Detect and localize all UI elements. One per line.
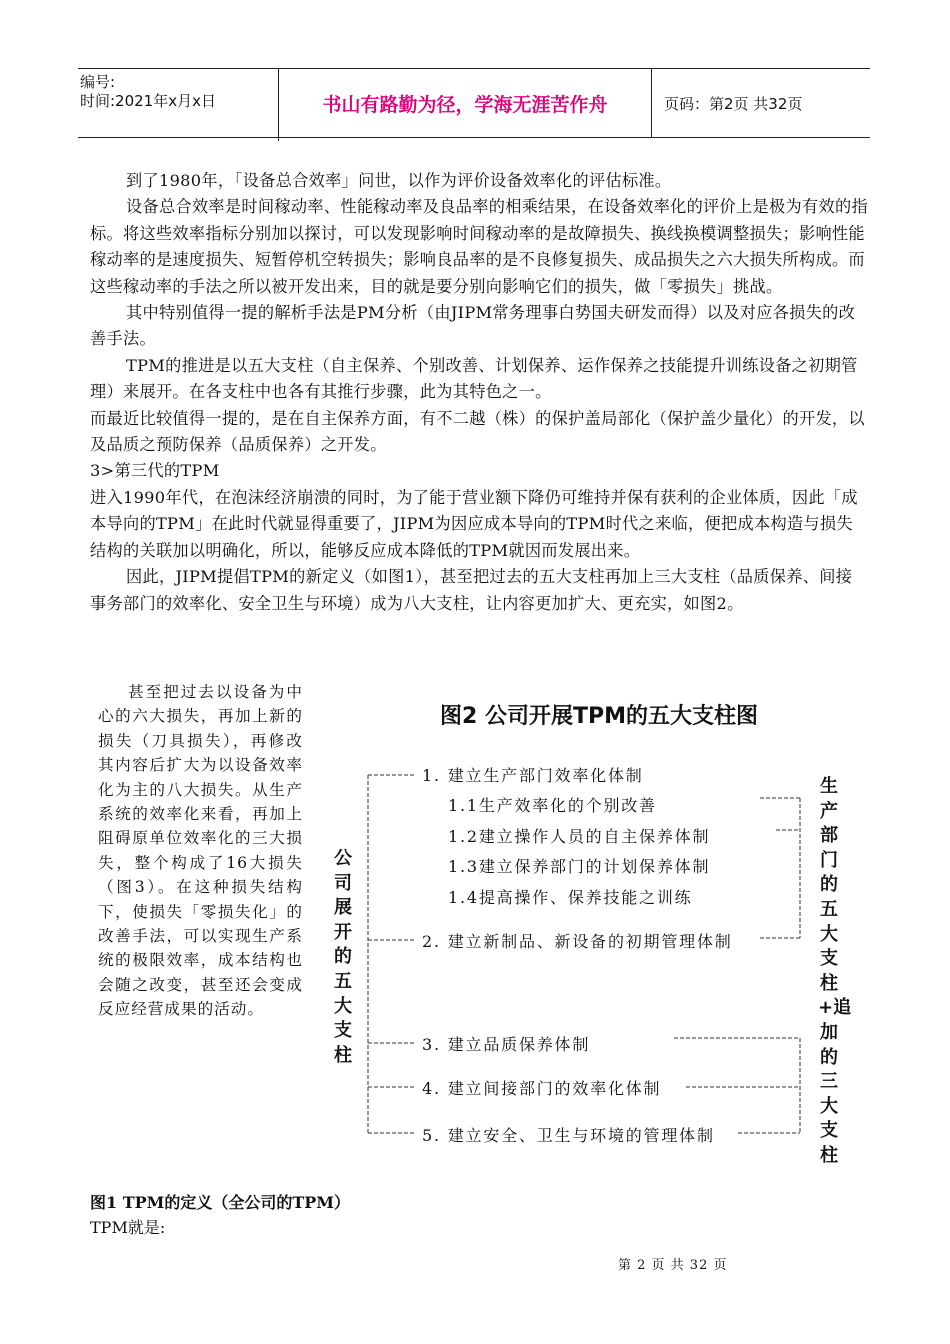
document-number: 编号: — [80, 73, 116, 91]
paragraph: 到了1980年，「设备总合效率」问世，以作为评价设备效率化的评估标准。 — [126, 171, 672, 190]
pillar-sub-item: 1.1生产效率化的个别改善 — [448, 796, 657, 815]
paragraph: 因此，JIPM提倡TPM的新定义（如图1），甚至把过去的五大支柱再加上三大支柱（品质保养、间接事务部门的效率化、安全卫生与环境）成为八大支柱，让内容更加扩大、更充实，如图2。 — [90, 567, 853, 613]
header-motto: 书山有路勤为径，学海无涯苦作舟 — [279, 69, 652, 137]
paragraph: TPM的推进是以五大支柱（自主保养、个别改善、计划保养、运作保养之技能提升训练设备之初期管理）来展开。在各支柱中也各有其推行步骤，此为其特色之一。 — [90, 355, 858, 402]
paragraph: 而最近比较值得一提的，是在自主保养方面，有不二越（株）的保护盖局部化（保护盖少量化）的开发，以及品质之预防保养（品质保养）之开发。 — [90, 408, 865, 455]
pillar-item: 4. 建立间接部门的效率化体制 — [422, 1079, 662, 1098]
left-vertical-label: 公司展开的五大支柱 — [334, 848, 352, 1066]
pillar-sub-item: 1.2建立操作人员的自主保养体制 — [448, 827, 711, 846]
paragraph: 其中特别值得一提的解析手法是PM分析（由JIPM常务理事白势国夫研发而得）以及对应各损失的改善手法。 — [90, 303, 856, 349]
paragraph: 进入1990年代，在泡沫经济崩溃的同时，为了能于营业额下降仍可维持并保有获利的企业体质，因此「成本导向的TPM」在此时代就显得重要了，JIPM为因应成本导向的TPM时代之来临，便把成本构造与损失结构的关联加以明确化，所以，能够反应成本降低的TPM就因而发展出来。 — [90, 487, 858, 560]
page-footer: 第 2 页 共 32 页 — [618, 1258, 728, 1273]
section-heading: 3>第三代的TPM — [90, 461, 220, 481]
document-date: 时间:2021年x月x日 — [80, 92, 216, 110]
header-meta — [78, 69, 279, 141]
figure-title: 图2 公司开展TPM的五大支柱图 — [440, 704, 758, 729]
right-vertical-label: 生产部门的五大支柱+追加的三大支柱 — [818, 776, 852, 1166]
paragraph: 设备总合效率是时间稼动率、性能稼动率及良品率的相乘结果，在设备效率化的评价上是极为有效的指标。将这些效率指标分别加以探讨，可以发现影响时间稼动率的是故障损失、换线换模调整损失；影响性能稼动率的是速度损失、短暂停机空转损失；影响良品率的是不良修复损失、成品损失之六大损失所构成。而这些稼动率的手法之所以被开发出来，目的就是要分别向影响它们的损失，做「零损失」挑战。 — [90, 197, 868, 296]
page-header — [78, 68, 870, 138]
side-paragraph: 甚至把过去以设备为中心的六大损失，再加上新的损失（刀具损失），再修改其内容后扩大为以设备效率化为主的八大损失。从生产系统的效率化来看，再加上阻碍原单位效率化的三大损失，整个构成了16大损失（图3）。在这种损失结构下，使损失「零损失化」的改善手法，可以实现生产系统的极限效率，成本结构也会随之改变，甚至还会变成反应经营成果的活动。 — [98, 683, 303, 1019]
pillar-sub-item: 1.4提高操作、保养技能之训练 — [448, 888, 693, 907]
pillar-item: 3. 建立品质保养体制 — [422, 1035, 591, 1054]
pillar-sub-item: 1.3建立保养部门的计划保养体制 — [448, 857, 711, 876]
side-text — [98, 680, 303, 1022]
pillar-item: 1. 建立生产部门效率化体制 — [422, 766, 644, 785]
figure-2 — [318, 695, 870, 1165]
figure-1-caption: 图1 TPM的定义（全公司的TPM） — [90, 1193, 351, 1212]
caption-continuation: TPM就是: — [90, 1218, 166, 1237]
pillar-item: 5. 建立安全、卫生与环境的管理体制 — [422, 1126, 715, 1145]
header-page-number: 页码：第2页 共32页 — [664, 94, 803, 113]
main-text — [90, 168, 868, 617]
pillar-item: 2. 建立新制品、新设备的初期管理体制 — [422, 932, 733, 951]
